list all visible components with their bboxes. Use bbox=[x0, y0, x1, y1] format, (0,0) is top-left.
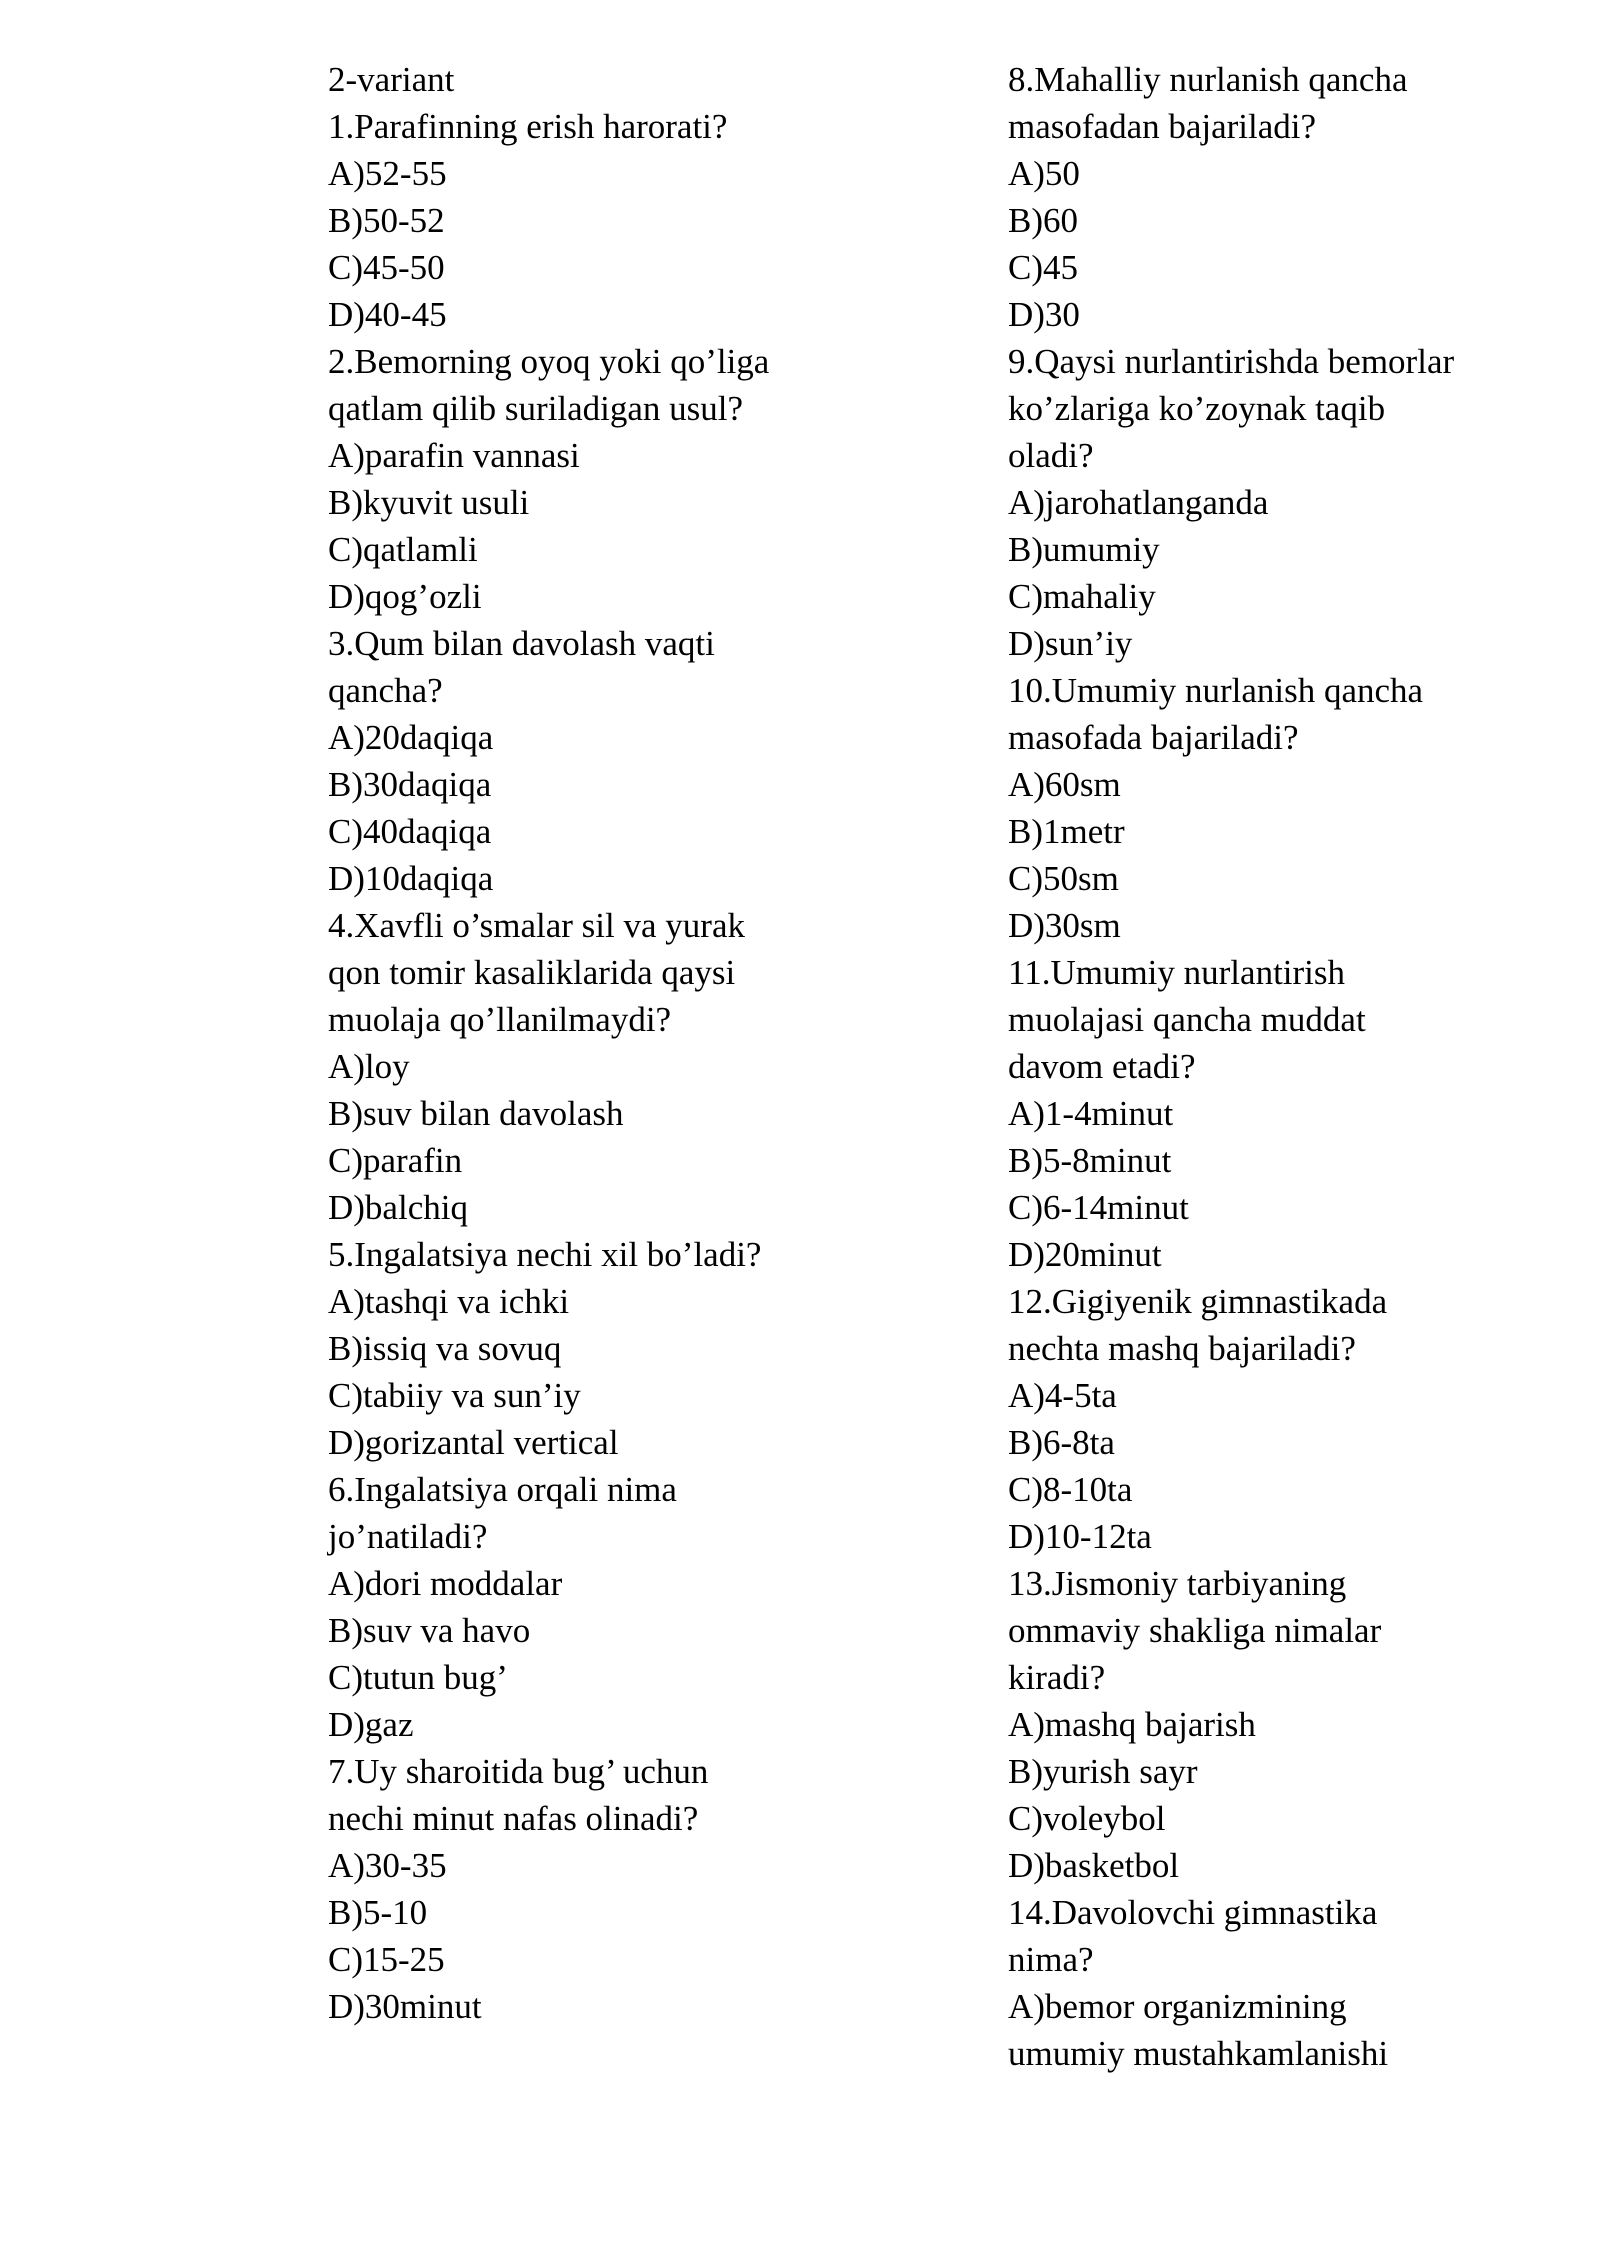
text-line: A)mashq bajarish bbox=[1008, 1705, 1256, 1744]
text-line: D)sun’iy bbox=[1008, 624, 1133, 663]
text-line: masofada bajariladi? bbox=[1008, 718, 1299, 757]
text-line: A)loy bbox=[328, 1047, 410, 1086]
text-line: B)yurish sayr bbox=[1008, 1752, 1198, 1791]
text-line: C)45-50 bbox=[328, 248, 445, 287]
left-text-column bbox=[328, 56, 968, 2030]
text-line: B)5-10 bbox=[328, 1893, 428, 1932]
text-line: oladi? bbox=[1008, 436, 1094, 475]
text-line: B)1metr bbox=[1008, 812, 1125, 851]
text-line: nechi minut nafas olinadi? bbox=[328, 1799, 699, 1838]
text-line: masofadan bajariladi? bbox=[1008, 107, 1317, 146]
text-line: 2.Bemorning oyoq yoki qo’liga bbox=[328, 342, 770, 381]
text-line: A)dori moddalar bbox=[328, 1564, 563, 1603]
text-line: C)voleybol bbox=[1008, 1799, 1166, 1838]
text-line: A)60sm bbox=[1008, 765, 1121, 804]
text-line: C)parafin bbox=[328, 1141, 463, 1180]
text-line: A)30-35 bbox=[328, 1846, 447, 1885]
text-line: 4.Xavfli o’smalar sil va yurak bbox=[328, 906, 745, 945]
text-line: D)basketbol bbox=[1008, 1846, 1180, 1885]
text-line: muolajasi qancha muddat bbox=[1008, 1000, 1366, 1039]
text-line: B)60 bbox=[1008, 201, 1078, 240]
text-line: 5.Ingalatsiya nechi xil bo’ladi? bbox=[328, 1235, 762, 1274]
text-line: 9.Qaysi nurlantirishda bemorlar bbox=[1008, 342, 1455, 381]
text-line: C)6-14minut bbox=[1008, 1188, 1189, 1227]
text-line: D)10-12ta bbox=[1008, 1517, 1152, 1556]
text-line: A)20daqiqa bbox=[328, 718, 494, 757]
text-line: C)qatlamli bbox=[328, 530, 478, 569]
text-line: A)1-4minut bbox=[1008, 1094, 1174, 1133]
text-line: B)30daqiqa bbox=[328, 765, 492, 804]
text-line: D)10daqiqa bbox=[328, 859, 494, 898]
text-line: B)issiq va sovuq bbox=[328, 1329, 562, 1368]
text-line: A)52-55 bbox=[328, 154, 447, 193]
text-line: umumiy mustahkamlanishi bbox=[1008, 2034, 1389, 2073]
text-line: jo’natiladi? bbox=[328, 1517, 488, 1556]
text-line: 12.Gigiyenik gimnastikada bbox=[1008, 1282, 1388, 1321]
text-line: 10.Umumiy nurlanish qancha bbox=[1008, 671, 1424, 710]
text-line: C)45 bbox=[1008, 248, 1078, 287]
text-line: muolaja qo’llanilmaydi? bbox=[328, 1000, 672, 1039]
text-line: 8.Mahalliy nurlanish qancha bbox=[1008, 60, 1408, 99]
text-line: 13.Jismoniy tarbiyaning bbox=[1008, 1564, 1347, 1603]
text-line: D)30sm bbox=[1008, 906, 1121, 945]
text-line: C)40daqiqa bbox=[328, 812, 492, 851]
text-line: D)30minut bbox=[328, 1987, 482, 2026]
text-line: C)15-25 bbox=[328, 1940, 445, 1979]
text-line: B)suv bilan davolash bbox=[328, 1094, 624, 1133]
text-line: C)mahaliy bbox=[1008, 577, 1156, 616]
text-line: C)tutun bug’ bbox=[328, 1658, 508, 1697]
text-line: B)6-8ta bbox=[1008, 1423, 1115, 1462]
text-line: D)30 bbox=[1008, 295, 1080, 334]
text-line: A)4-5ta bbox=[1008, 1376, 1117, 1415]
text-line: A)tashqi va ichki bbox=[328, 1282, 570, 1321]
text-line: 6.Ingalatsiya orqali nima bbox=[328, 1470, 677, 1509]
text-line: D)gorizantal vertical bbox=[328, 1423, 619, 1462]
text-line: nima? bbox=[1008, 1940, 1094, 1979]
text-line: B)umumiy bbox=[1008, 530, 1160, 569]
text-line: 7.Uy sharoitida bug’ uchun bbox=[328, 1752, 709, 1791]
text-line: nechta mashq bajariladi? bbox=[1008, 1329, 1356, 1368]
text-line: A)bemor organizmining bbox=[1008, 1987, 1347, 2026]
text-line: A)jarohatlanganda bbox=[1008, 483, 1269, 522]
text-line: qon tomir kasaliklarida qaysi bbox=[328, 953, 736, 992]
text-line: davom etadi? bbox=[1008, 1047, 1196, 1086]
text-line: 1.Parafinning erish harorati? bbox=[328, 107, 728, 146]
text-line: C)50sm bbox=[1008, 859, 1119, 898]
text-line: qatlam qilib suriladigan usul? bbox=[328, 389, 744, 428]
text-line: 14.Davolovchi gimnastika bbox=[1008, 1893, 1378, 1932]
text-line: D)qog’ozli bbox=[328, 577, 482, 616]
text-line: B)50-52 bbox=[328, 201, 445, 240]
text-line: D)balchiq bbox=[328, 1188, 468, 1227]
text-line: D)gaz bbox=[328, 1705, 414, 1744]
text-line: qancha? bbox=[328, 671, 443, 710]
text-line: D)40-45 bbox=[328, 295, 447, 334]
text-line: 11.Umumiy nurlantirish bbox=[1008, 953, 1346, 992]
text-line: A)parafin vannasi bbox=[328, 436, 580, 475]
text-line: B)5-8minut bbox=[1008, 1141, 1172, 1180]
text-line: ommaviy shakliga nimalar bbox=[1008, 1611, 1382, 1650]
text-line: C)8-10ta bbox=[1008, 1470, 1133, 1509]
text-line: kiradi? bbox=[1008, 1658, 1106, 1697]
text-line: B)kyuvit usuli bbox=[328, 483, 530, 522]
right-text-column bbox=[1008, 56, 1568, 2077]
text-line: 3.Qum bilan davolash vaqti bbox=[328, 624, 715, 663]
text-line: A)50 bbox=[1008, 154, 1080, 193]
text-line: D)20minut bbox=[1008, 1235, 1162, 1274]
text-line: ko’zlariga ko’zoynak taqib bbox=[1008, 389, 1386, 428]
text-line: 2-variant bbox=[328, 60, 455, 99]
text-line: B)suv va havo bbox=[328, 1611, 531, 1650]
text-line: C)tabiiy va sun’iy bbox=[328, 1376, 581, 1415]
